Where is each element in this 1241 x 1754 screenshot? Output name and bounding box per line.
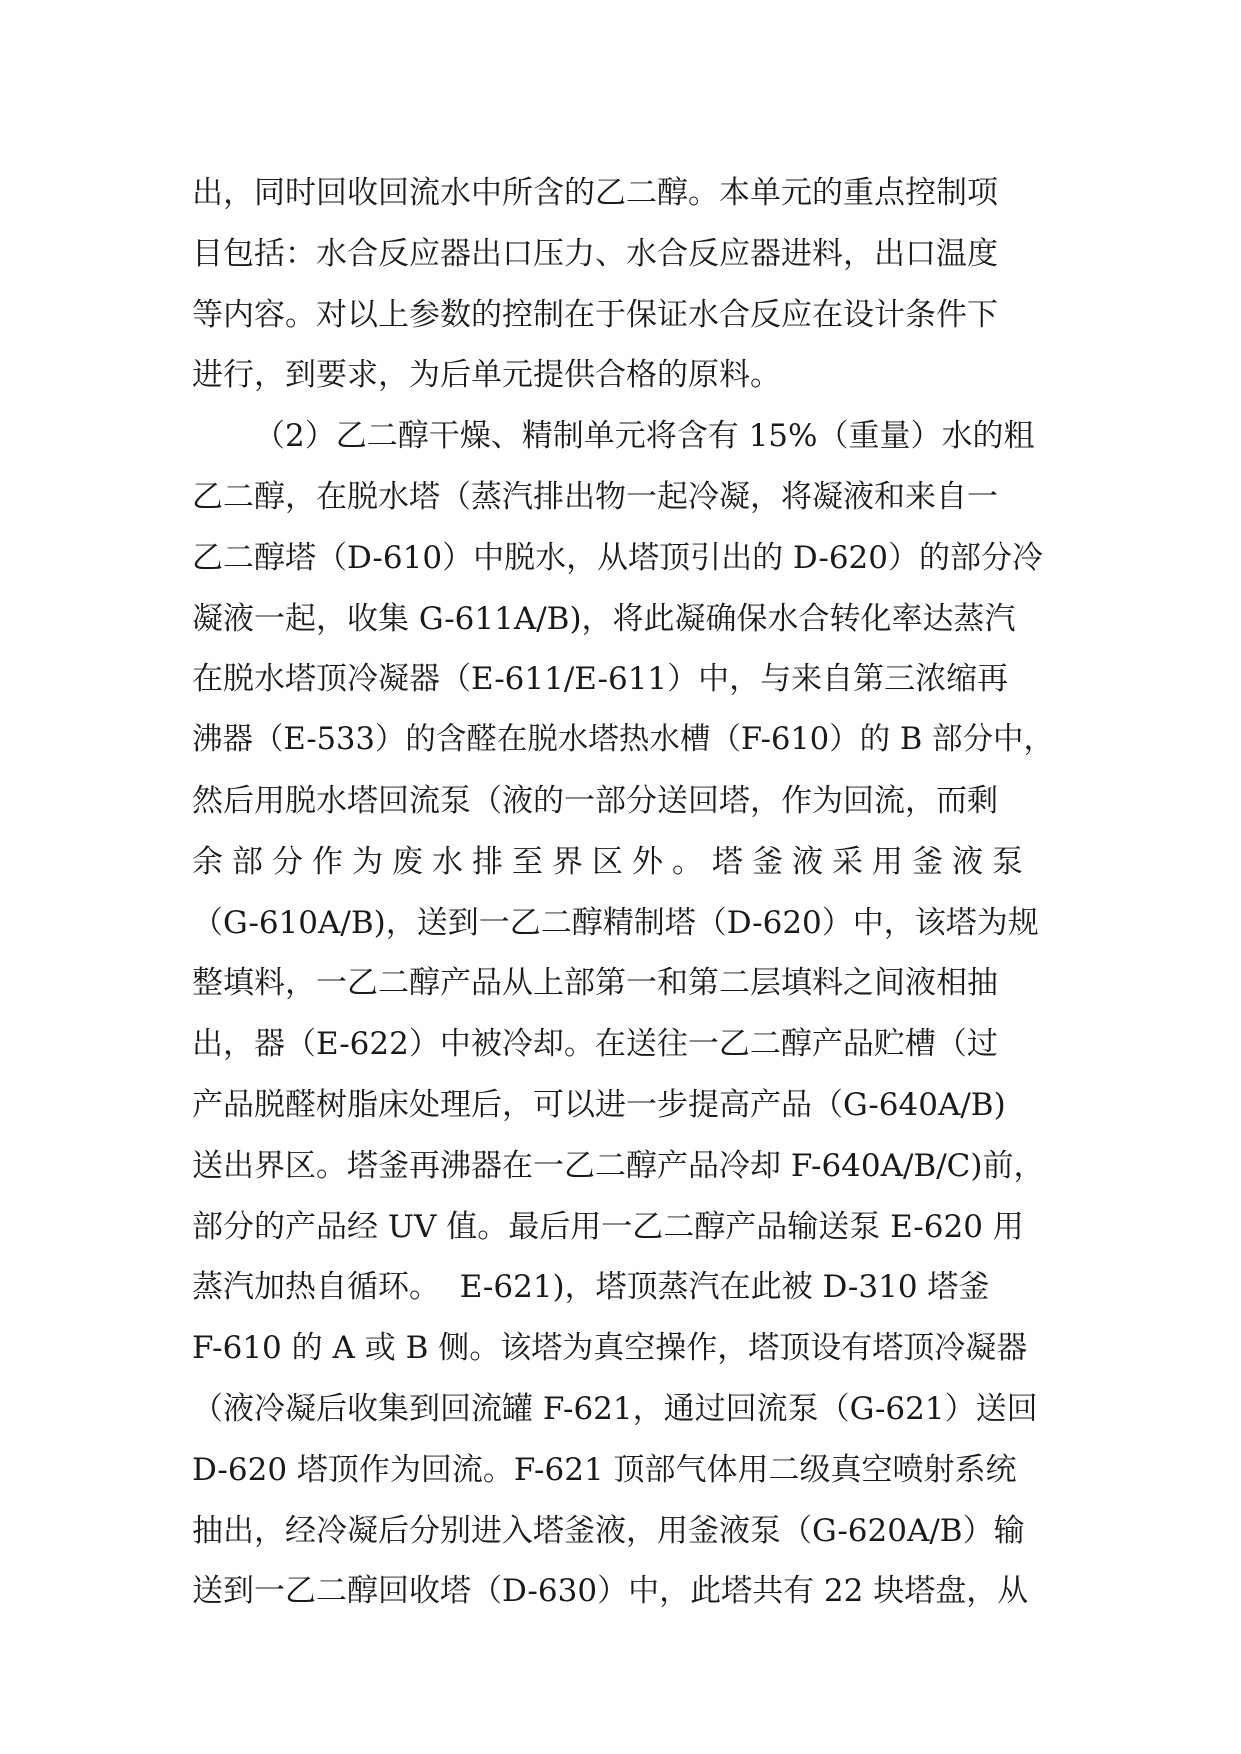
text-line: 送到一乙二醇回收塔（D-630）中，此塔共有 22 块塔盘，从 xyxy=(192,1573,1029,1610)
paragraph-start-line: （2）乙二醇干燥、精制单元将含有 15%（重量）水的粗 xyxy=(254,418,1035,455)
text-line: 蒸汽加热自循环。 E-621)，塔顶蒸汽在此被 D-310 塔釜 xyxy=(192,1269,990,1306)
text-line: 等内容。对以上参数的控制在于保证水合反应在设计条件下 xyxy=(192,296,998,333)
text-line: 抽出，经冷凝后分别进入塔釜液，用釜液泵（G-620A/B）输 xyxy=(192,1512,1025,1549)
text-line: 产品脱醛树脂床处理后，可以进一步提高产品（G-640A/B) xyxy=(192,1086,1006,1123)
text-line: 进行，到要求，为后单元提供合格的原料。 xyxy=(192,357,781,394)
text-line: 在脱水塔顶冷凝器（E-611/E-611）中，与来自第三浓缩再 xyxy=(192,661,1009,698)
text-line: F-610 的 A 或 B 侧。该塔为真空操作，塔顶设有塔顶冷凝器 xyxy=(192,1330,1028,1367)
text-line: 整填料，一乙二醇产品从上部第一和第二层填料之间液相抽 xyxy=(192,965,998,1002)
text-line: 送出界区。塔釜再沸器在一乙二醇产品冷却 F-640A/B/C)前， xyxy=(192,1147,1045,1184)
text-line: 乙二醇，在脱水塔（蒸汽排出物一起冷凝，将凝液和来自一 xyxy=(192,478,998,515)
text-line: D-620 塔顶作为回流。F-621 顶部气体用二级真空喷射系统 xyxy=(192,1451,1017,1488)
text-line: 然后用脱水塔回流泵（液的一部分送回塔，作为回流，而剩 xyxy=(192,782,998,819)
text-line: 沸器（E-533）的含醛在脱水塔热水槽（F-610）的 B 部分中， xyxy=(192,722,1054,758)
text-line: 余部分作为废水排至界区外。塔釜液采用釜液泵 xyxy=(192,843,1032,880)
body-text xyxy=(192,163,1054,1622)
text-line: 部分的产品经 UV 值。最后用一乙二醇产品输送泵 E-620 用 xyxy=(192,1208,1024,1245)
text-line: 凝液一起，收集 G-611A/B)，将此凝确保水合转化率达蒸汽 xyxy=(192,600,1016,637)
text-line: 乙二醇塔（D-610）中脱水，从塔顶引出的 D-620）的部分冷 xyxy=(192,539,1043,576)
text-line: 目包括：水合反应器出口压力、水合反应器进料，出口温度 xyxy=(192,235,998,272)
text-line: 出，器（E-622）中被冷却。在送往一乙二醇产品贮槽（过 xyxy=(192,1026,998,1063)
text-line: （液冷凝后收集到回流罐 F-621，通过回流泵（G-621）送回 xyxy=(192,1390,1038,1427)
text-line: （G-610A/B)，送到一乙二醇精制塔（D-620）中，该塔为规 xyxy=(192,904,1039,941)
text-line: 出，同时回收回流水中所含的乙二醇。本单元的重点控制项 xyxy=(192,175,998,211)
